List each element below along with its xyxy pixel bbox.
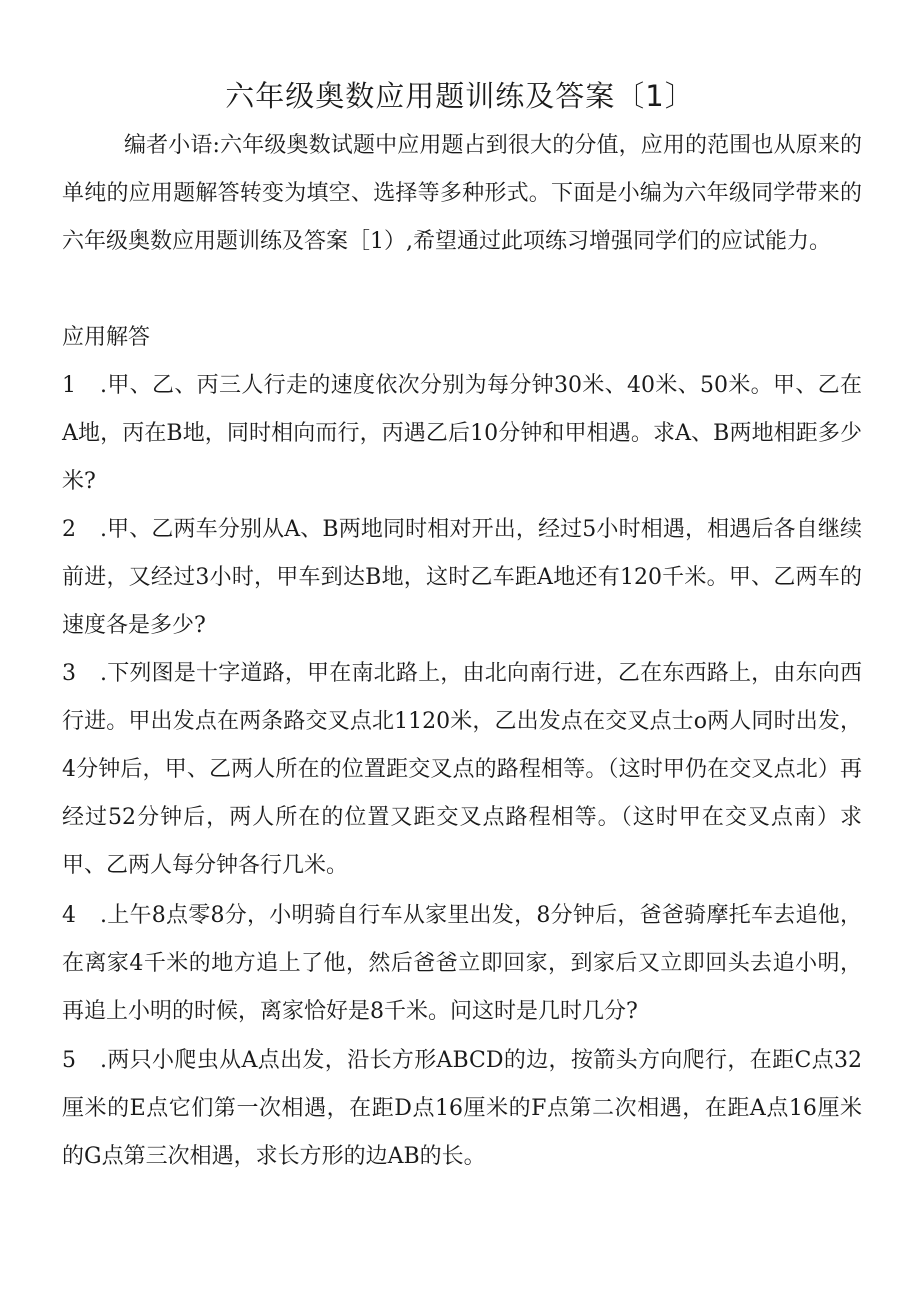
problem-5 [62, 1037, 862, 1181]
problem-number: 1 [62, 373, 76, 398]
problem-text: .甲、乙、丙三人行走的速度依次分别为每分钟30米、40米、50米。甲、乙在A地，丙在B地，同时相向而行，丙遇乙后10分钟和甲相遇。求A、B两地相距多少米? [62, 373, 862, 494]
problem-number: 3 [62, 661, 76, 686]
problem-number: 5 [62, 1048, 76, 1073]
problem-1 [62, 362, 862, 506]
problem-text: .甲、乙两车分别从A、B两地同时相对开出，经过5小时相遇，相遇后各自继续前进，又经过3小时，甲车到达B地，这时乙车距A地还有120千米。甲、乙两车的速度各是多少? [62, 517, 862, 638]
problem-2 [62, 506, 862, 650]
problem-number: 4 [62, 903, 76, 928]
document-title: 六年级奥数应用题训练及答案〔1〕 [225, 79, 695, 113]
section-heading: 应用解答 [62, 325, 151, 350]
problem-4 [62, 892, 862, 1036]
intro-paragraph: 编者小语:六年级奥数试题中应用题占到很大的分值，应用的范围也从原来的单纯的应用题解答转变为填空、选择等多种形式。下面是小编为六年级同学带来的六年级奥数应用题训练及答案［1）,希望通过此项练习增强同学们的应试能力。 [62, 133, 862, 254]
problem-text: .两只小爬虫从A点出发，沿长方形ABCD的边，按箭头方向爬行，在距C点32厘米的E点它们第一次相遇，在距D点16厘米的F点第二次相遇，在距A点16厘米的G点第三次相遇，求长方形的边AB的长。 [62, 1048, 862, 1169]
problem-text: .下列图是十字道路，甲在南北路上，由北向南行进，乙在东西路上，由东向西行进。甲出发点在两条路交叉点北1120米，乙出发点在交叉点士o两人同时出发，4分钟后，甲、乙两人所在的位置距交叉点的路程相等。（这时甲仍在交叉点北）再经过52分钟后，两人所在的位置又距交叉点路程相等。（这时甲在交叉点南）求甲、乙两人每分钟各行几米。 [62, 661, 862, 878]
problem-number: 2 [62, 517, 76, 542]
problem-3 [62, 650, 862, 890]
problem-text: .上午8点零8分，小明骑自行车从家里出发，8分钟后，爸爸骑摩托车去追他，在离家4千米的地方追上了他，然后爸爸立即回家，到家后又立即回头去追小明，再追上小明的时候，离家恰好是8千米。问这时是几时几分? [62, 903, 862, 1024]
